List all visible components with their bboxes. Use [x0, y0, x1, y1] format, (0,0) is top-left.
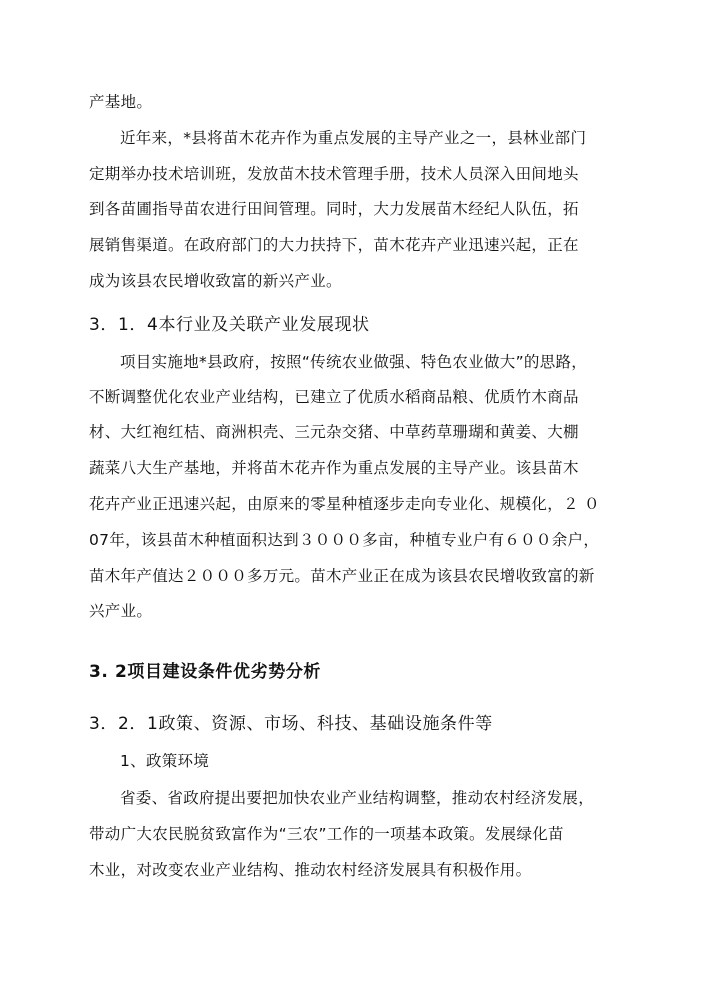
paragraph-line: 展销售渠道。在政府部门的大力扶持下，苗木花卉产业迅速兴起，正在 — [89, 236, 579, 254]
paragraph-line: 近年来，*县将苗木花卉作为重点发展的主导产业之一，县林业部门 — [120, 129, 587, 147]
list-heading: 1、政策环境 — [120, 752, 210, 770]
section-heading-bold: 3. 2项目建设条件优劣势分析 — [89, 662, 322, 682]
paragraph-line: 成为该县农民增收致富的新兴产业。 — [89, 272, 342, 290]
section-heading: 3．1．4本行业及关联产业发展现状 — [89, 315, 370, 335]
paragraph-line: 材、大红袍红桔、商洲枳壳、三元杂交猪、中草药草珊瑚和黄姜、大棚 — [89, 423, 579, 441]
paragraph-line: 07年，该县苗木种植面积达到３０００多亩，种植专业户有６００余户， — [89, 531, 600, 549]
paragraph-line: 不断调整优化农业产业结构，已建立了优质水稻商品粮、优质竹木商品 — [89, 388, 579, 406]
paragraph-line: 苗木年产值达２０００多万元。苗木产业正在成为该县农民增收致富的新 — [89, 567, 595, 585]
paragraph-line: 省委、省政府提出要把加快农业产业结构调整，推动农村经济发展， — [120, 789, 595, 807]
paragraph-line: 项目实施地*县政府，按照“传统农业做强、特色农业做大”的思路， — [120, 353, 588, 371]
paragraph-line: 花卉产业正迅速兴起，由原来的零星种植逐步走向专业化、规模化，２ ０ — [89, 495, 600, 513]
paragraph-line: 定期举办技术培训班，发放苗木技术管理手册，技术人员深入田间地头 — [89, 165, 579, 183]
paragraph-line: 产基地。 — [89, 93, 153, 111]
subsection-heading: 3．2．1政策、资源、市场、科技、基础设施条件等 — [89, 714, 493, 734]
paragraph-line: 蔬菜八大生产基地，并将苗木花卉作为重点发展的主导产业。该县苗木 — [89, 459, 579, 477]
paragraph-line: 到各苗圃指导苗农进行田间管理。同时，大力发展苗木经纪人队伍，拓 — [89, 200, 579, 218]
paragraph-line: 木业，对改变农业产业结构、推动农村经济发展具有积极作用。 — [89, 861, 532, 879]
paragraph-line: 带动广大农民脱贫致富作为“三农”工作的一项基本政策。发展绿化苗 — [89, 825, 564, 843]
paragraph-line: 兴产业。 — [89, 602, 153, 620]
